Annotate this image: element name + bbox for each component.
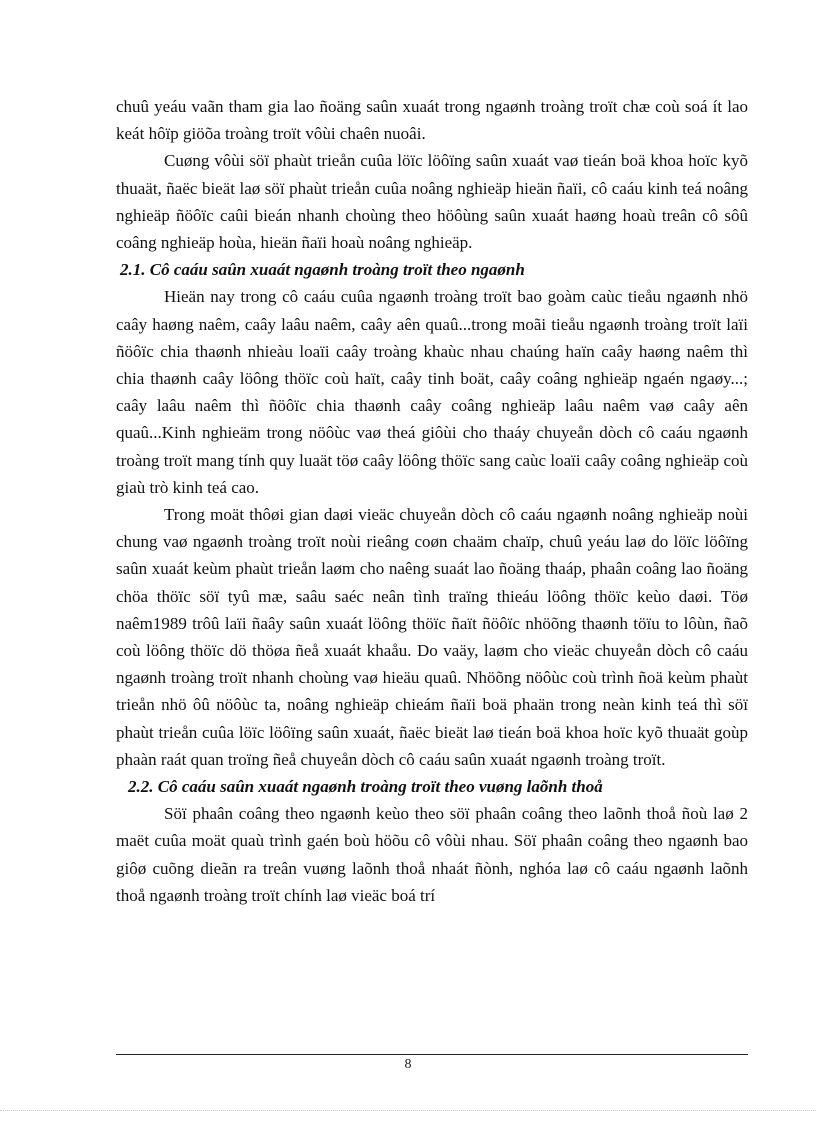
paragraph-5: Söï phaân coâng theo ngaønh keùo theo söï phaân coâng theo laõnh thoå ñoù laø 2 maët cuûa moät quaù trình gaén boù höõu cô vôùi nhau. Söï phaân coâng theo ngaønh bao giôø cuõng dieãn ra treân vuøng laõnh thoå nhaát ñònh, nghóa laø cô caáu ngaønh laõnh thoå ngaønh troàng troït chính laø vieäc boá trí [116, 804, 748, 905]
body-text [116, 93, 748, 909]
paragraph-4: Trong moät thôøi gian daøi vieäc chuyeån dòch cô caáu ngaønh noâng nghieäp noùi chung vaø ngaønh troàng troït noùi rieâng coøn chaäm chaïp, chuû yeáu laø do löïc löôïng saûn xuaát keùm phaùt trieån laøm cho naêng suaát lao ñoäng thaáp, phaân coâng lao ñoäng chöa thöïc söï tyû mæ, saâu saéc neân tình traïng thieáu löông thöïc keùo daøi. Töø naêm1989 trôû laïi ñaây saûn xuaát löông thöïc ñaït ñöôïc nhöõng thaønh töïu to lôùn, ñaõ coù löông thöïc dö thöøa ñeå xuaát khaåu. Do vaäy, laøm cho vieäc chuyeån dòch cô caáu ngaønh troàng troït nhanh choùng vaø hieäu quaû. Nhöõng nöôùc coù trình ñoä keùm phaùt trieån nhö ôû nöôùc ta, noâng nghieäp chieám ñaïi boä phaän trong neàn kinh teá thì söï phaùt trieån cuûa löïc löôïng saûn xuaát, ñaëc bieät laø tieán boä khoa hoïc kyõ thuaät goùp phaàn raát quan troïng ñeå chuyeån dòch cô caáu saûn xuaát ngaønh troàng troït. [116, 505, 748, 769]
page-bottom-edge [0, 1110, 816, 1111]
paragraph-3: Hieän nay trong cô caáu cuûa ngaønh troàng troït bao goàm caùc tieåu ngaønh nhö caây haøng naêm, caây laâu naêm, caây aên quaû...trong moãi tieåu ngaønh troàng troït laïi ñöôïc chia thaønh nhieàu loaïi caây troàng khaùc nhau chaúng haïn caây haøng naêm thì chia thaønh caây löông thöïc coù haït, caây tinh boät, caây coâng nghieäp ngaén ngaøy...; caây laâu naêm thì ñöôïc chia thaønh caây coâng nghieäp laâu naêm vaø caây aên quaû...Kinh nghieäm trong nöôùc vaø theá giôùi cho thaáy chuyeån dòch cô caáu ngaønh troàng troït mang tính quy luaät töø caây löông thöïc sang caùc loaïi caây coâng nghieäp coù giaù trò kinh teá cao. [116, 287, 748, 497]
paragraph-2: Cuøng vôùi söï phaùt trieån cuûa löïc löôïng saûn xuaát vaø tieán boä khoa hoïc kyõ thuaät, ñaëc bieät laø söï phaùt trieån cuûa noâng nghieäp hieän ñaïi, cô caáu kinh teá noâng nghieäp ñöôïc caûi bieán nhanh choùng theo höôùng saûn xuaát haøng hoaù treân cô sôû coâng nghieäp hoùa, hieän ñaïi hoaù noâng nghieäp. [116, 151, 748, 253]
footer-divider [116, 1054, 748, 1055]
section-heading-2-2: 2.2. Cô caáu saûn xuaát ngaønh troàng troït theo vuøng laõnh thoå [128, 777, 603, 797]
paragraph-1: chuû yeáu vaãn tham gia lao ñoäng saûn xuaát trong ngaønh troàng troït chæ coù soá ít lao keát hôïp giöõa troàng troït vôùi chaên nuoâi. [116, 97, 748, 144]
section-heading-2-1: 2.1. Cô caáu saûn xuaát ngaønh troàng troït theo ngaønh [120, 260, 525, 280]
page-number: 8 [404, 1057, 412, 1072]
